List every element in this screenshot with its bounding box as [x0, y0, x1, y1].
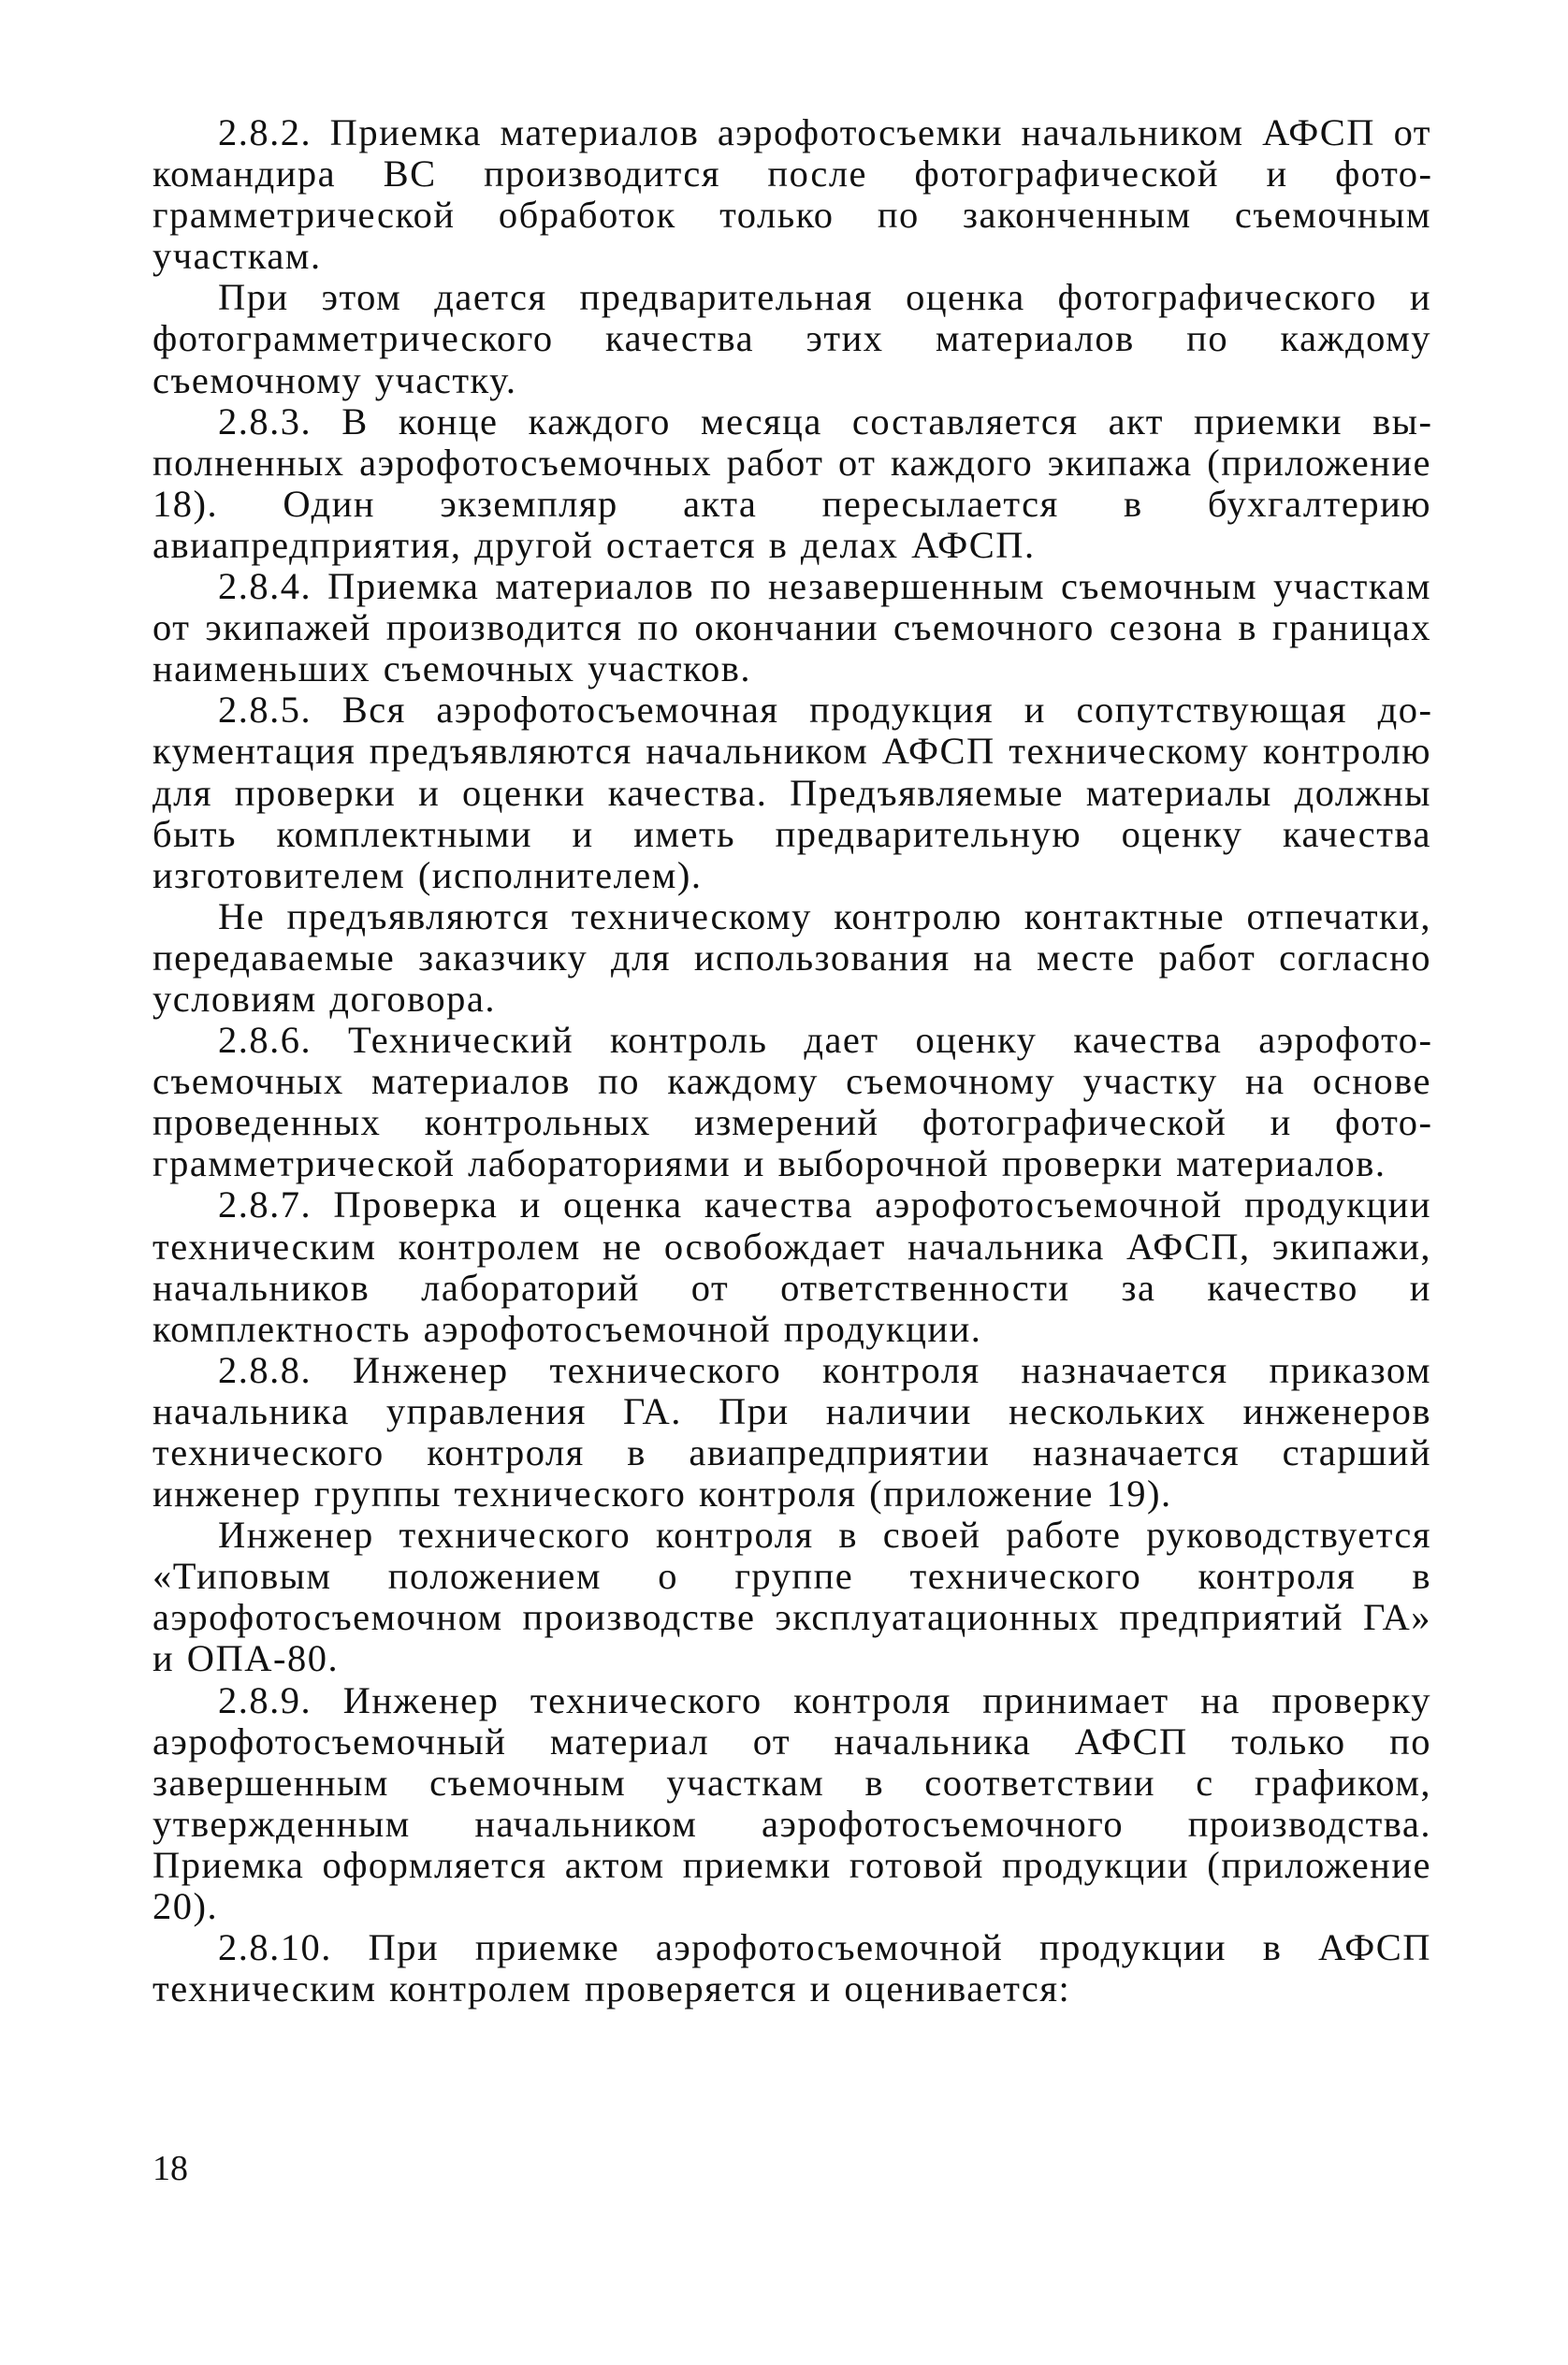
- paragraph-2-8-7: 2.8.7. Проверка и оценка качества аэрофотосъемочной продукции техническим контролем не освобождает начальника АФСП, экипажи, начальников лабораторий от ответственности за качество и комплектность аэрофотосъемочной продукции.: [152, 1183, 1431, 1350]
- paragraph-2-8-10: 2.8.10. При приемке аэрофотосъемочной продукции в АФСП техническим контролем проверяется и оценивается:: [152, 1926, 1431, 2010]
- paragraph-2-8-2: 2.8.2. Приемка материалов аэрофотосъемки начальником АФСП от командира ВС производится после фотографической и фотограмметрической обработок только по законченным съемочным участкам.: [152, 111, 1431, 278]
- page-number: 18: [152, 2149, 188, 2188]
- paragraph-2-8-5: 2.8.5. Вся аэрофотосъемочная продукция и сопутствующая документация предъявляются начальником АФСП техническому контролю для проверки и оценки качества. Предъявляемые материалы должны быть комплектными и иметь предварительную оценку качества изготовителем (исполнителем).: [152, 689, 1431, 896]
- paragraph-2-8-2-note: При этом дается предварительная оценка фотографического и фотограмметрического качества этих материалов по каждому съемочному участку.: [152, 276, 1431, 401]
- paragraph-2-8-8: 2.8.8. Инженер технического контроля назначается приказом начальника управления ГА. При наличии нескольких инженеров технического контроля в авиапредприятии назначается старший инженер группы технического контроля (приложение 19).: [152, 1348, 1431, 1516]
- page-body: [152, 112, 1431, 2010]
- paragraph-2-8-4: 2.8.4. Приемка материалов по незавершенным съемочным участкам от экипажей производится по окончании съемочного сезона в границах наименьших съемочных участков.: [152, 565, 1431, 690]
- paragraph-2-8-9: 2.8.9. Инженер технического контроля принимает на проверку аэрофотосъемочный материал от начальника АФСП только по завершенным съемочным участкам в соответствии с графиком, утвержденным начальником аэрофотосъемочного производства. Приемка оформляется актом приемки готовой продукции (приложение 20).: [152, 1678, 1431, 1928]
- paragraph-2-8-6: 2.8.6. Технический контроль дает оценку качества аэрофотосъемочных материалов по каждому съемочному участку на основе проведенных контрольных измерений фотографической и фотограмметрической лабораториями и выборочной проверки материалов.: [152, 1019, 1431, 1185]
- paragraph-2-8-3: 2.8.3. В конце каждого месяца составляется акт приемки выполненных аэрофотосъемочных работ от каждого экипажа (приложение 18). Один экземпляр акта пересылается в бухгалтерию авиапредприятия, другой остается в делах АФСП.: [152, 399, 1431, 566]
- paragraph-2-8-8-note: Инженер технического контроля в своей работе руководствуется «Типовым положением о группе технического контроля в аэрофотосъемочном производстве эксплуатационных предприятий ГА» и ОПА-80.: [152, 1514, 1431, 1680]
- paragraph-2-8-5-note: Не предъявляются техническому контролю контактные отпечатки, передаваемые заказчику для использования на месте работ согласно условиям договора.: [152, 894, 1431, 1020]
